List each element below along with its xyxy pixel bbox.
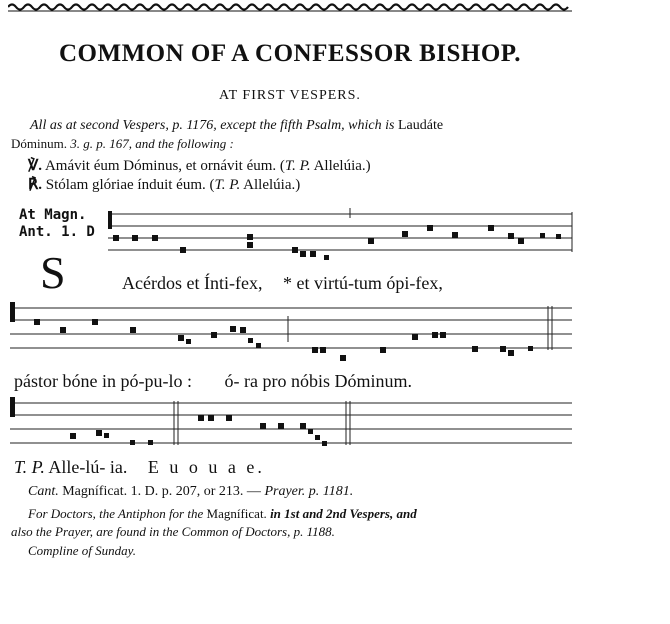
- doctors-line-1: [28, 506, 417, 522]
- lyric-segment: Acérdos et Ínti-fex,: [122, 273, 263, 293]
- lyric-tp: T. P.: [14, 457, 45, 477]
- lyric-segment: Alle-lú- ia.: [48, 457, 128, 477]
- compline-note: Compline of Sunday.: [28, 543, 136, 558]
- response-line: [28, 175, 300, 194]
- section-subtitle: AT FIRST VESPERS.: [219, 88, 361, 103]
- response-text: Stólam glóriae índuit éum. (: [45, 177, 215, 193]
- response-tp: T. P.: [214, 177, 241, 193]
- versicle-text: Amávit éum Dóminus, et ornávit éum. (: [44, 158, 285, 174]
- canticle-ref: 1. D. p. 207, or 213. —: [130, 484, 261, 499]
- response-alleluia: Allelúia.): [243, 177, 301, 193]
- chant-initial: S: [40, 247, 66, 298]
- lyric-segment: pástor bóne in pó-pu-lo :: [14, 371, 192, 391]
- rubric-text: All as at second Vespers, p. 1176, except the fifth Psalm, which is: [30, 118, 395, 133]
- rubric-line-2: [11, 136, 234, 152]
- rubric-psalm-cont: Dóminum.: [11, 136, 67, 151]
- lyric-line-1: [122, 273, 443, 294]
- canticle-prayer: Prayer. p. 1181.: [264, 484, 354, 499]
- decorative-border: [8, 2, 572, 12]
- page-title: COMMON OF A CONFESSOR BISHOP.: [58, 40, 521, 67]
- canticle-line: [28, 484, 353, 500]
- staff-1: [0, 204, 580, 264]
- versicle-line: [28, 156, 371, 175]
- clef: [10, 397, 15, 417]
- doctors-text: For Doctors, the Antiphon for the: [28, 506, 204, 521]
- lyric-euouae: E u o u a e.: [147, 457, 265, 477]
- lyric-line-3: [14, 457, 265, 478]
- response-symbol: ℟.: [28, 177, 43, 193]
- lyric-segment: et virtú-tum ópi-fex,: [296, 273, 443, 293]
- doctors-vespers: in 1st and 2nd Vespers, and: [270, 506, 417, 521]
- clef: [10, 302, 15, 322]
- canticle-label: Cant.: [28, 484, 59, 499]
- rubric-line-1: [30, 118, 443, 134]
- antiphon-label-magn: At Magn.: [19, 207, 87, 223]
- versicle-symbol: ℣.: [28, 158, 43, 174]
- lyric-segment: ó- ra pro nóbis Dóminum.: [224, 371, 412, 391]
- lyric-line-2: [14, 371, 412, 392]
- rubric-psalm: Laudáte: [397, 118, 444, 133]
- doctors-magnificat: Magníficat.: [206, 506, 267, 521]
- doctors-line-2: also the Prayer, are found in the Common of Doctors, p. 1188.: [11, 524, 335, 539]
- canticle-name: Magníficat.: [62, 484, 128, 499]
- clef: [108, 211, 112, 229]
- versicle-tp: T. P.: [284, 158, 311, 174]
- rubric-tone: 3. g. p. 167, and the following :: [70, 136, 234, 151]
- staff-3: [0, 395, 580, 460]
- antiphon-label-mode: Ant. 1. D: [19, 224, 95, 240]
- versicle-alleluia: Allelúia.): [313, 158, 371, 174]
- staff-2: [0, 298, 580, 368]
- lyric-asterisk: *: [282, 273, 292, 293]
